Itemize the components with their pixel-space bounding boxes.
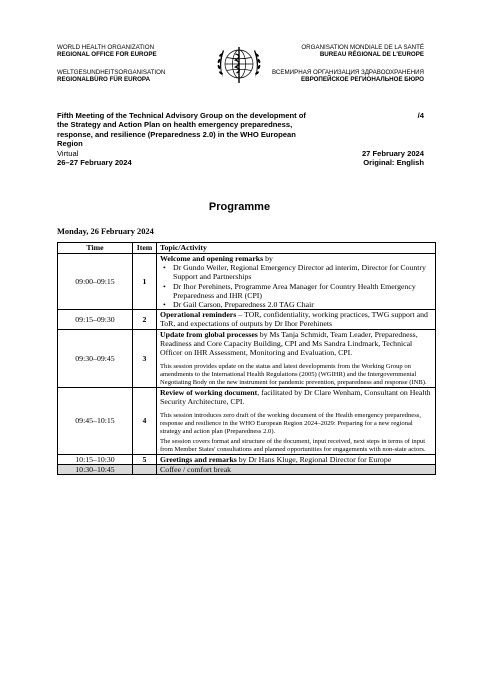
session-item-number: 1 [133,254,157,310]
session-description-detail: The session covers format and structure of the document, input received, next steps in terms of input from Member States' consultations and planned opportunities for engagements with non-state actors. [160,438,426,453]
session-item-number: 3 [133,329,157,387]
document-number: /4 [417,111,424,120]
column-header-time: Time [58,243,133,254]
regional-office-en: REGIONAL OFFICE FOR EUROPE [57,51,157,59]
session-title-rest: , facilitated by Dr Clare Wenham, Consultant on Health Security Architecture, CPI. [160,387,431,407]
regional-office-de: REGIONALBÜRO FÜR EUROPA [57,76,151,84]
who-emblem-icon [213,42,265,86]
table-row [58,310,436,329]
document-original-language: Original: English [363,158,424,167]
page-title: Programme [208,201,271,213]
document-date: 27 February 2024 [361,148,424,158]
speaker-item: • Dr Gundo Weiler, Regional Emergency Director ad interim, Director for Country Support and Partnerships [173,263,432,281]
header-left-block [57,44,165,84]
day-heading: Monday, 26 February 2024 [57,227,154,236]
table-row [58,254,436,310]
session-topic [157,310,436,329]
programme-table [57,242,436,475]
session-time: 09:45–10:15 [58,387,133,454]
meeting-mode: Virtual [57,148,79,158]
org-name-de: WELTGESUNDHEITSORGANISATION [57,68,166,76]
session-title-rest: by Ms Tanja Schmidt, Team Leader, Preparedness, Readiness and Core Capacity Building, CPI and Ms Sandra Lindmark, Technical Officer on IHR Assessment, Monitoring and Evaluation, CPI. [160,329,418,358]
session-title: Greetings and remarks [160,454,237,464]
session-item-number: 2 [133,310,157,329]
session-time: 09:15–09:30 [58,310,133,329]
session-topic [157,329,436,387]
speaker-list [173,263,432,309]
org-name-en: WORLD HEALTH ORGANIZATION [57,44,155,51]
column-header-topic: Topic/Activity [157,243,436,254]
meeting-dates: 26–27 February 2024 [57,158,132,168]
session-title-rest: – TOR, confidentiality, working practices, TWG support and ToR, and expectations of outputs by Dr Ihor Perehinets [160,310,428,329]
table-row [58,329,436,387]
table-row [58,454,436,464]
speaker-item: • Dr Gail Carson, Preparedness 2.0 TAG Chair [173,300,432,309]
session-title: Operational reminders [160,310,237,320]
session-description: This session provides update on the status and latest developments from the Working Group on amendments to the International Health Regulations (2005) (WGIHR) and the Intergovernmental Negotiating Body on the new instrument for pandemic prevention, preparedness and response (INB). [160,363,427,387]
speaker-item: • Dr Ihor Perehinets, Programme Area Manager for Country Health Emergency Preparedness and IHR (CPI) [173,282,432,300]
table-row [58,387,436,454]
session-item-number: 4 [133,387,157,454]
session-time: 09:00–09:15 [58,254,133,310]
meeting-title: Fifth Meeting of the Technical Advisory Group on the development of the Strategy and Action Plan on health emergency preparedness, response, and resilience (Preparedness 2.0) in the WHO European Region [57,111,306,149]
session-topic [157,387,436,454]
session-title: Welcome and opening remarks [160,254,264,263]
session-title: Review of working document [160,387,258,397]
session-title: Update from global processes [160,329,258,339]
table-row-break [58,465,436,475]
session-title-rest: by Dr Hans Kluge, Regional Director for Europe [236,454,392,464]
session-item-number [133,465,157,475]
session-topic [157,254,436,310]
org-name-fr: ORGANISATION MONDIALE DE LA SANTÉ [301,44,424,51]
session-time: 10:15–10:30 [58,454,133,464]
table-header-row [58,243,436,254]
session-description: This session introduces zero draft of the working document of the Health emergency preparedness, response and resilience in the WHO European Region 2024–2029: Preparing for a new regional strategy and action plan (Preparedness 2.0). [160,412,421,436]
document-info [362,111,424,167]
session-title-rest: by [263,254,273,263]
session-item-number: 5 [133,454,157,464]
meeting-info [57,111,307,167]
regional-office-fr: BUREAU RÉGIONAL DE L'EUROPE [319,51,424,59]
session-time: 09:30–09:45 [58,329,133,387]
org-name-ru: ВСЕМИРНАЯ ОРГАНИЗАЦИЯ ЗДРАВООХРАНЕНИЯ [271,68,424,76]
break-label: Coffee / comfort break [157,465,436,475]
regional-office-ru: ЕВРОПЕЙСКОЕ РЕГИОНАЛЬНОЕ БЮРО [300,76,424,84]
session-time: 10:30–10:45 [58,465,133,475]
column-header-item: Item [133,243,157,254]
header-right-block [272,44,424,84]
session-topic [157,454,436,464]
